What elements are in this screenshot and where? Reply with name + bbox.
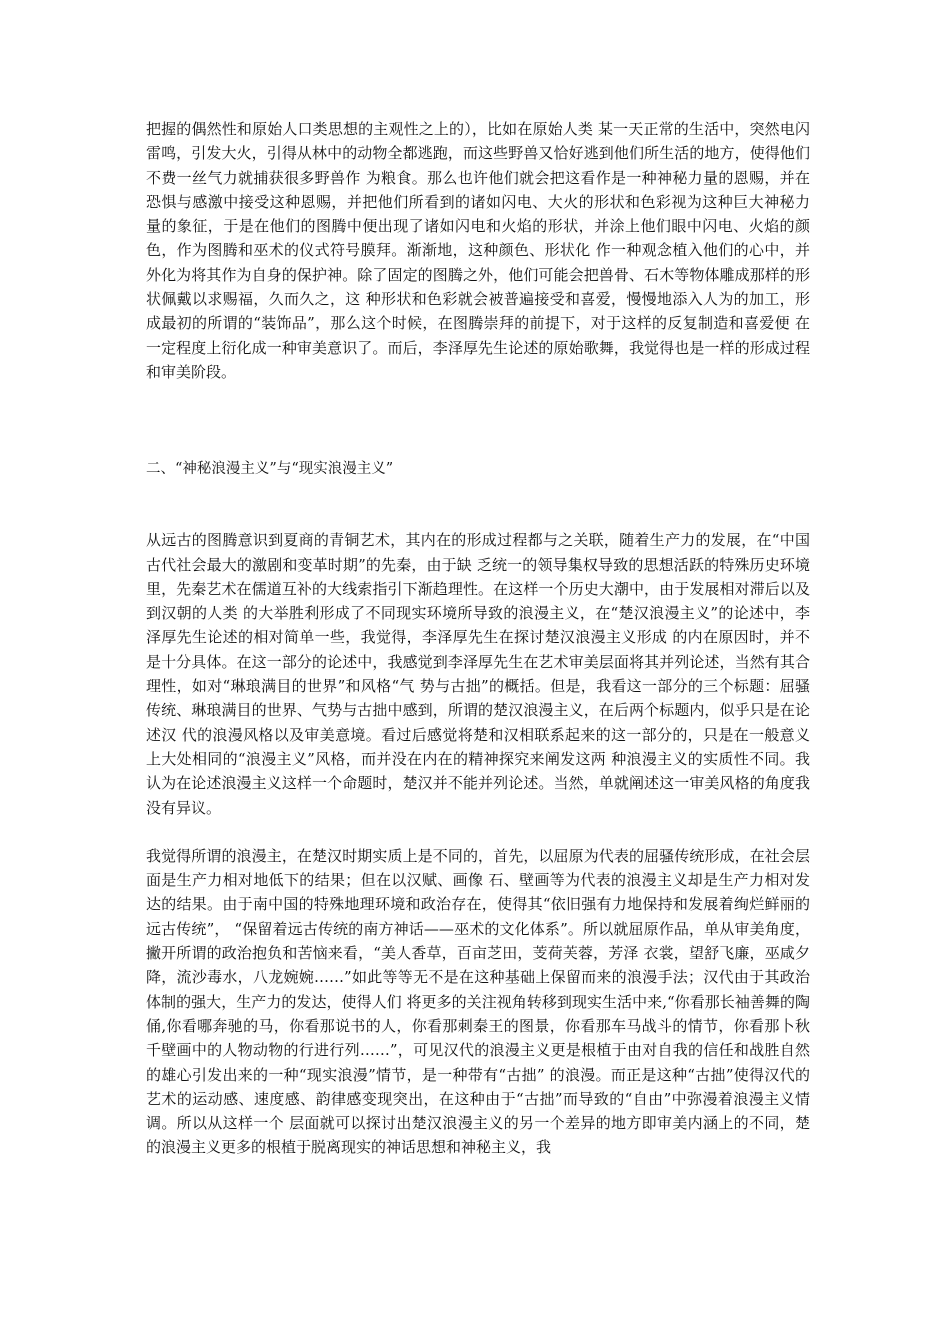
section-heading: 二、“神秘浪漫主义”与“现实浪漫主义”	[146, 461, 394, 478]
body-paragraph: 把握的偶然性和原始人口类思想的主观性之上的），比如在原始人类 某一天正常的生活中，突然电闪雷鸣，引发大火，引得从林中的动物全都逃跑，而这些野兽又恰好逃到他们所生活的地方，使得他们不费一丝气力就捕获很多野兽作 为粮食。那么也许他们就会把这看作是一种神秘力量的恩赐，并在恐惧与感激中接受这种恩赐，并把他们所看到的诸如闪电、大火的形状和色彩视为这种巨大神秘力 量的象征，于是在他们的图腾中便出现了诸如闪电和火焰的形状，并涂上他们眼中闪电、火焰的颜色，作为图腾和巫术的仪式符号膜拜。渐渐地，这种颜色、形状化 作一种观念植入他们的心中，并外化为将其作为自身的保护神。除了固定的图腾之外，他们可能会把兽骨、石木等物体雕成那样的形状佩戴以求赐福，久而久之，这 种形状和色彩就会被普遍接受和喜爱，慢慢地添入人为的加工，形成最初的所谓的“装饰品”，那么这个时候，在图腾崇拜的前提下，对于这样的反复制造和喜爱便 在一定程度上衍化成一种审美意识了。而后，李泽厚先生论述的原始歌舞，我觉得也是一样的形成过程和审美阶段。	[146, 120, 810, 381]
document-body	[146, 117, 810, 1160]
body-paragraph: 我觉得所谓的浪漫主，在楚汉时期实质上是不同的，首先，以屈原为代表的屈骚传统形成，在社会层面是生产力相对地低下的结果；但在以汉赋、画像 石、壁画等为代表的浪漫主义却是生产力相对发达的结果。由于南中国的特殊地理环境和政治存在，使得其“依旧强有力地保持和发展着绚烂鲜丽的远古传统”， “保留着远古传统的南方神话——巫术的文化体系”。所以就屈原作品，单从审美角度，撇开所谓的政治抱负和苦恼来看，“美人香草，百亩芝田，芰荷芙蓉，芳泽 衣裳，望舒飞廉，巫咸夕降，流沙毒水，八龙婉婉……”如此等等无不是在这种基础上保留而来的浪漫手法；汉代由于其政治体制的强大，生产力的发达，使得人们 将更多的关注视角转移到现实生活中来,“你看那长袖善舞的陶俑,你看哪奔驰的马，你看那说书的人，你看那刺秦王的图景，你看那车马战斗的情节，你看那卜秋 千壁画中的人物动物的行进行列……”，可见汉代的浪漫主义更是根植于由对自我的信任和战胜自然的雄心引发出来的一种“现实浪漫”情节，是一种带有“古拙” 的浪漫。而正是这种“古拙”使得汉代的艺术的运动感、速度感、韵律感变现突出，在这种由于“古拙”而导致的“自由”中弥漫着浪漫主义情调。所以从这样一个 层面就可以探讨出楚汉浪漫主义的另一个差异的地方即审美内涵上的不同，楚的浪漫主义更多的根植于脱离现实的神话思想和神秘主义，我	[146, 846, 810, 1157]
body-paragraph: 从远古的图腾意识到夏商的青铜艺术，其内在的形成过程都与之关联，随着生产力的发展，在“中国古代社会最大的激剧和变革时期”的先秦，由于缺 乏统一的领导集权导致的思想活跃的特殊历史环境里，先秦艺术在儒道互补的大线索指引下渐趋理性。在这样一个历史大潮中，由于发展相对滞后以及到汉朝的人类 的大举胜利形成了不同现实环境所导致的浪漫主义，在“楚汉浪漫主义”的论述中，李泽厚先生论述的相对简单一些，我觉得，李泽厚先生在探讨楚汉浪漫主义形成 的内在原因时，并不是十分具体。在这一部分的论述中，我感觉到李泽厚先生在艺术审美层面将其并列论述，当然有其合理性，如对“琳琅满目的世界”和风格“气 势与古拙”的概括。但是，我看这一部分的三个标题：屈骚传统、琳琅满目的世界、气势与古拙中感到，所谓的楚汉浪漫主义，在后两个标题内，似乎只是在论述汉 代的浪漫风格以及审美意境。看过后感觉将楚和汉相联系起来的这一部分的，只是在一般意义上大处相同的“浪漫主义”风格，而并没在内在的精神探究来阐发这两 种浪漫主义的实质性不同。我认为在论述浪漫主义这样一个命题时，楚汉并不能并列论述。当然，单就阐述这一审美风格的角度我没有异议。	[146, 531, 810, 817]
